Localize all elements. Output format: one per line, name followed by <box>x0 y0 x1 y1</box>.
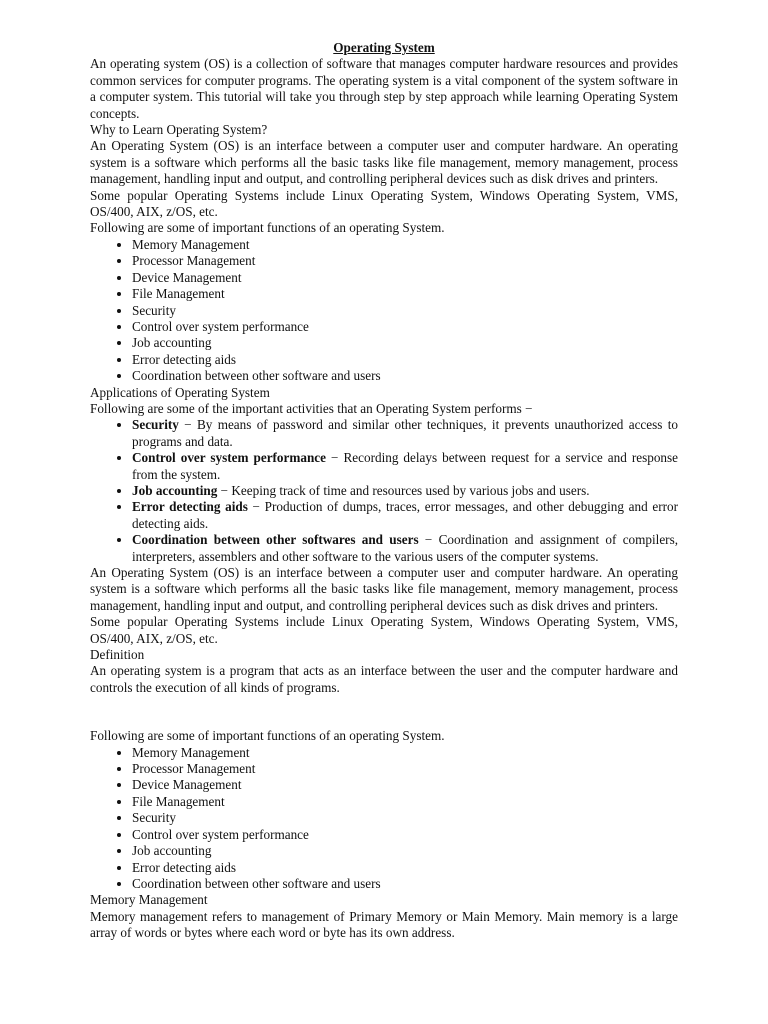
list-item: • Processor Management <box>132 253 678 269</box>
why-learn-heading: Why to Learn Operating System? <box>90 122 268 138</box>
list-item: • Control over system performance <box>132 827 678 843</box>
item-term: Security <box>132 417 179 433</box>
list-item <box>132 499 678 532</box>
list-item: • Memory Management <box>132 237 678 253</box>
list-item: • Device Management <box>132 270 678 286</box>
list-item: • Device Management <box>132 777 678 793</box>
popular-os-paragraph: Some popular Operating Systems include Linux Operating System, Windows Operating System, VMS, OS/400, AIX, z/OS, etc. <box>90 187 678 220</box>
item-description: − Coordination and assignment of compilers, interpreters, assemblers and other software to the various users of the computer systems. <box>132 532 678 564</box>
definition-heading: Definition <box>90 647 145 663</box>
applications-intro: Following are some of the important activities that an Operating System performs − <box>90 400 533 416</box>
list-item: • File Management <box>132 286 678 302</box>
item-term: Job accounting <box>132 482 218 498</box>
list-item: • Security <box>132 303 678 319</box>
memory-management-paragraph: Memory management refers to management of Primary Memory or Main Memory. Main memory is a large array of words or bytes where each word or byte has its own address. <box>90 908 678 941</box>
blank-spacer <box>90 696 678 728</box>
functions-intro: Following are some of important functions of an operating System. <box>90 220 445 236</box>
list-item: • Processor Management <box>132 761 678 777</box>
item-term: Control over system performance <box>132 450 327 466</box>
definition-paragraph: An operating system is a program that acts as an interface between the user and the computer hardware and controls the execution of all kinds of programs. <box>90 663 678 695</box>
list-item: • Job accounting <box>132 843 678 859</box>
list-item <box>132 532 678 565</box>
item-description: − By means of password and similar other techniques, it prevents unauthorized access to programs and data. <box>132 417 678 449</box>
item-term: Error detecting aids <box>132 499 248 515</box>
list-item <box>132 483 678 499</box>
list-item: • Coordination between other software and users <box>132 368 678 384</box>
list-item: • Control over system performance <box>132 319 678 335</box>
functions-list <box>90 237 678 385</box>
applications-list <box>90 417 678 565</box>
why-learn-paragraph: An Operating System (OS) is an interface between a computer user and computer hardware. An operating system is a software which performs all the basic tasks like file management, memory management, process management, handling input and output, and controlling peripheral devices such as disk drives and printers. <box>90 138 678 187</box>
list-item <box>132 450 678 483</box>
list-item: • Error detecting aids <box>132 352 678 368</box>
list-item: • Coordination between other software and users <box>132 876 678 892</box>
document-body <box>90 40 678 942</box>
list-item: • Security <box>132 810 678 826</box>
item-description: − Recording delays between request for a service and response from the system. <box>132 450 678 482</box>
list-item: • Job accounting <box>132 335 678 351</box>
list-item: • Error detecting aids <box>132 860 678 876</box>
item-description: − Production of dumps, traces, error messages, and other debugging and error detecting aids. <box>132 499 678 531</box>
repeat-interface-paragraph: An Operating System (OS) is an interface between a computer user and computer hardware. An operating system is a software which performs all the basic tasks like file management, memory management, process management, handling input and output, and controlling peripheral devices such as disk drives and printers. <box>90 565 678 613</box>
applications-heading: Applications of Operating System <box>90 384 270 400</box>
list-item <box>132 417 678 450</box>
repeat-popular-paragraph: Some popular Operating Systems include Linux Operating System, Windows Operating System, VMS, OS/400, AIX, z/OS, etc. <box>90 614 678 646</box>
item-term: Coordination between other softwares and users <box>132 532 419 548</box>
list-item: • File Management <box>132 794 678 810</box>
item-description: − Keeping track of time and resources used by various jobs and users. <box>217 482 590 498</box>
memory-management-heading: Memory Management <box>90 892 208 908</box>
list-item: • Memory Management <box>132 745 678 761</box>
document-title: Operating System <box>333 40 435 55</box>
functions-list-2 <box>90 745 678 893</box>
intro-paragraph: An operating system (OS) is a collection of software that manages computer hardware resources and provides common services for computer programs. The operating system is a vital component of the system software in a computer system. This tutorial will take you through step by step approach while learning Operating System concepts. <box>90 56 678 121</box>
functions-intro-2: Following are some of important functions of an operating System. <box>90 728 445 744</box>
